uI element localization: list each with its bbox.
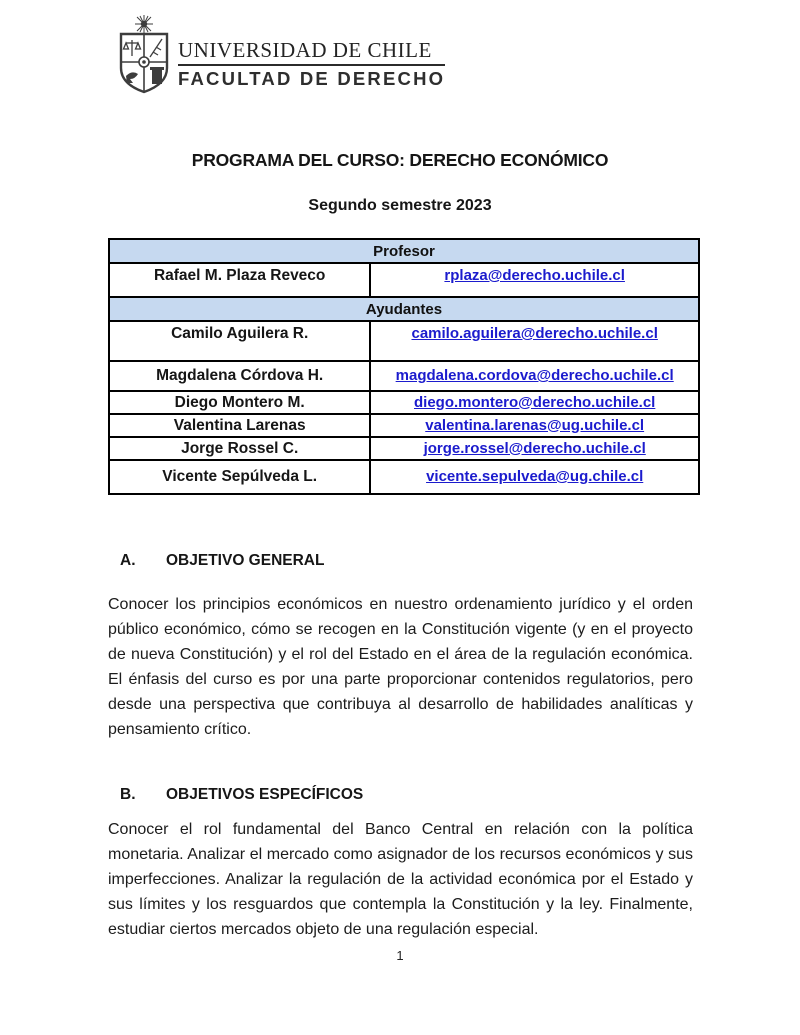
profesor-email-link[interactable]: rplaza@derecho.uchile.cl [444, 267, 625, 284]
university-logo [116, 14, 445, 94]
section-b-letter: B. [120, 786, 136, 803]
section-b-body: Conocer el rol fundamental del Banco Central en relación con la política monetaria. Analizar el mercado como asignador de los recursos económicos y sus imperfecciones. Analizar la regulación de la actividad económica por el Estado y sus límites y los resguardos que contempla la Constitución y la ley. Finalmente, estudiar ciertos mercados objeto de una regulación especial. [108, 821, 693, 938]
faculty-name: FACULTAD DE DERECHO [178, 68, 446, 89]
section-a-letter: A. [120, 552, 136, 569]
ayudante-email-link[interactable]: diego.montero@derecho.uchile.cl [414, 393, 656, 411]
ayudante-email-link[interactable]: magdalena.cordova@derecho.uchile.cl [395, 367, 674, 384]
section-b-title: OBJETIVOS ESPECÍFICOS [166, 786, 364, 803]
table-row [109, 239, 699, 263]
ayudante-email-cell [370, 361, 699, 391]
ayudante-email-link[interactable]: valentina.larenas@ug.uchile.cl [425, 416, 645, 434]
ayudante-email-link[interactable]: vicente.sepulveda@ug.chile.cl [426, 468, 644, 485]
table-row [109, 321, 699, 361]
table-row [109, 297, 699, 321]
section-b-heading [120, 786, 680, 804]
university-name: UNIVERSIDAD DE CHILE [178, 38, 445, 66]
profesor-header: Profesor [109, 239, 699, 263]
section-a-heading [120, 552, 680, 570]
ayudante-email-cell [370, 460, 699, 494]
table-row [109, 361, 699, 391]
ayudante-name: Diego Montero M. [109, 391, 370, 414]
ayudante-name: Valentina Larenas [109, 414, 370, 437]
university-crest-icon [116, 14, 172, 94]
page-number: 1 [396, 948, 404, 963]
ayudante-email-cell [370, 437, 699, 460]
table-row [109, 414, 699, 437]
ayudante-email-link[interactable]: camilo.aguilera@derecho.uchile.cl [411, 325, 658, 342]
table-row [109, 437, 699, 460]
section-a-title: OBJETIVO GENERAL [166, 552, 325, 569]
ayudante-email-cell [370, 391, 699, 414]
logo-text [178, 38, 445, 94]
table-row [109, 460, 699, 494]
profesor-email-cell [370, 263, 699, 297]
table-row [109, 263, 699, 297]
ayudantes-header: Ayudantes [109, 297, 699, 321]
ayudante-name: Magdalena Córdova H. [109, 361, 370, 391]
profesor-name: Rafael M. Plaza Reveco [109, 263, 370, 297]
staff-table [108, 238, 700, 495]
ayudante-email-cell [370, 414, 699, 437]
ayudante-name: Vicente Sepúlveda L. [109, 460, 370, 494]
ayudante-name: Jorge Rossel C. [109, 437, 370, 460]
semester-subtitle: Segundo semestre 2023 [308, 197, 492, 214]
ayudante-email-cell [370, 321, 699, 361]
section-a-body: Conocer los principios económicos en nuestro ordenamiento jurídico y el orden público económico, cómo se recogen en la Constitución vigente (y en el proyecto de nueva Constitución) y el rol del Estado en el área de la regulación económica. El énfasis del curso es por una parte proporcionar contenidos regulatorios, pero desde una perspectiva que contribuya al desarrollo de habilidades analíticas y pensamiento crítico. [108, 596, 693, 738]
course-title: PROGRAMA DEL CURSO: DERECHO ECONÓMICO [191, 150, 609, 170]
ayudante-name: Camilo Aguilera R. [109, 321, 370, 361]
table-row [109, 391, 699, 414]
ayudante-email-link[interactable]: jorge.rossel@derecho.uchile.cl [423, 439, 646, 457]
